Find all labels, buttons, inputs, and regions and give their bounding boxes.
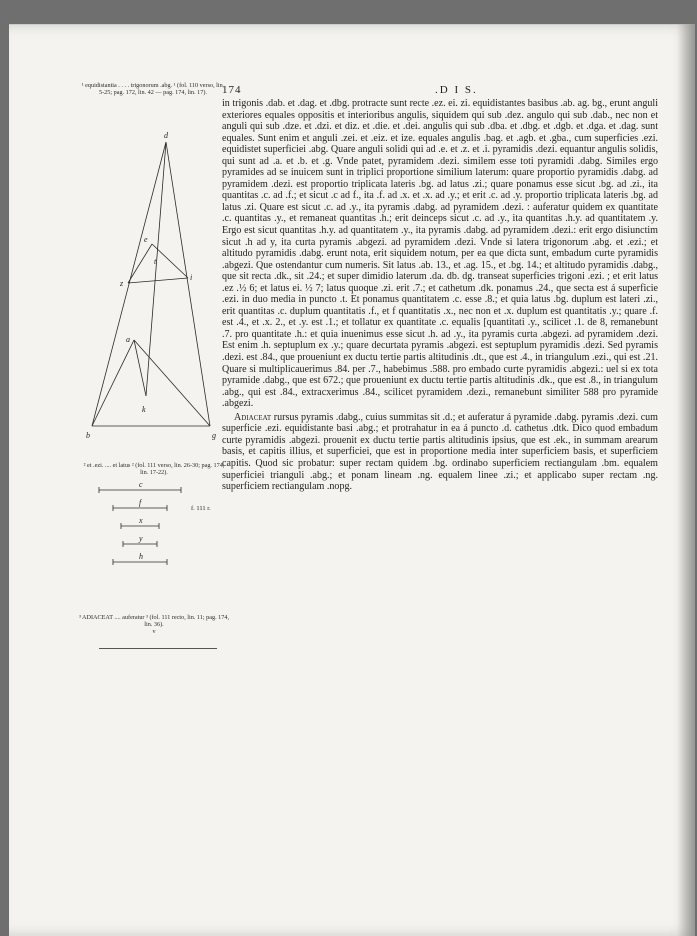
page-number: 174 xyxy=(222,84,242,96)
label-g: g xyxy=(212,431,216,440)
margin-note-1: ¹ equidistantia . . . . trigonorum .abg. ¹ (fol. 110 verso, lin. 5-25; pag. 172, lin. 42 — pag. 174, lin. 17). xyxy=(81,82,225,97)
paragraph-2 xyxy=(222,412,658,493)
margin-note-3 xyxy=(79,614,229,636)
paragraph-1: in trigonis .dab. et .dag. et .dbg. protracte sunt recte .ez. ei. zi. equidistantes basibus .ab. ag. bg., erunt anguli exteriores equales oppositis et interioribus angulis, siquidem qui sub .dez. angulo qui sub .dab., nec non et anguli qui sub .dze. et .dzi. et diz. et .die. et .dei. angulis qui sub .dba. et .dbg. et .dgb. et .dga. et .dag. sunt equales. Sunt enim et anguli .zei. et .eiz. et ize. equales angulis .bag. et .agb. et .gba., cum superficies .ezi. equidistet superficiei .abg. Quare anguli solidi qui ad .e. et .z. et .i. pyramidis .dezi. equantur angulis solidis, qui sunt ad .a. et .b. et .g. Vnde patet, pyramidem .dezi. similem esse toti pyramidi .dabg. Similes ergo pyramides ad se inuicem sunt in triplici proportione similium laterum: quare proportio pyramidis .dabg. ad pyramidem .dezi. est proportio triplicata lateris .bg. ad latus .zi.; quare ponamus esse sicut .bg. ad .zi., ita quantitas .c. ad .f.; et sicut .c ad f., ita .f. ad .x. et .x. ad .y.; et erit .c. ad .y. proportio triplicata lateris .bg. ad latus .zi. Quare est sicut .c. ad .y., ita pyramis .dabg. ad pyramidem .dezi. : auferatur quidem ex quantitate .c. quantitas .y., et remaneat quantitas .h.; erit deinceps sicut .c. ad .y., ita quantitas .h.y. ad quantitatem .y. Ergo est sicut quantitas .h.y. ad quantitatem .y., ita pyramis .dabg. ad pyramidem .dezi.: erit ergo disiunctim sicut .h ad y, ita curta pyramis .abgezi. ad pyramidem .dezi. Vnde si latera trigonorum .abg. et .ezi.; et altitudo pyramidis .dabg. erunt nota, erit siquidem notum, per ea que dicta sunt, embadum curte pyramidis .abgezi. Que ostendantur cum numeris. Sit latus .ab. 13., et .ag. 15., et .bg. 14.; et altitudo pyramidis .dabg., que sit recta .dk., sit .24.; et super dimidio laterum .da. db. dg. transeat superficies trigoni .ezi. ; et erit latus .ez .½ 6; et latus ei. ½ 7; latus quoque .zi. erit .7.; et cathetum .dk. ponamus .24., que secta est á superficie .ezi. in duo media in puncto .t. Et ponamus quantitatem .c. esse .8.; et quia latus .bg. duplum est lateri .zi., erit quantitas .c. duplum quantitatis .f., et f quantitatis .x., nec non et .x. duplum est quantitatis .y.; quare .f. est .4., et .x. 2., et .y. est .1.; et tollatur ex quantitate .c. equalis [quantitati .y., scilicet .1. de 8, remanebunt .7. pro quantitate .h.: et quia inuenimus esse sicut .h. ad .y., ita pyramis curta .abgezi. ad pyramidem .dezi. Est enim .h. septuplum ex .y.; quare decurtata pyramis .abgezi. est septuplum pyramidis .dezi. Sed pyramis .dezi. est .84., que proueniunt ex ductu tertie partis altitudinis .dt., que est .4., in triangulum .ezi., qui est .21. Quare si multiplicauerimus .84. per .7., habebimus .588. pro embado curte pyramidis .abgezi.: uel si ex tota pyramide .dabg., que est 672.; que proueniunt ex ductu tertie partis altitudinis .dk., que est .8., in triangulum .abg., qui est .84., extracxerimus .84., scilicet pyramidem .dezi., remanebunt similiter 588 pro pyramide .abgezi. xyxy=(222,98,658,410)
margin-note-3-text: ³ ADIACEAT .... auferatur ³ (fol. 111 recto, lin. 11; pag. 174, lin. 36). xyxy=(79,614,229,629)
edge-ab xyxy=(92,340,134,426)
seg-label-c: c xyxy=(139,480,143,489)
label-z: z xyxy=(120,279,124,288)
page-gutter-shadow xyxy=(677,24,695,936)
margin-note-rule xyxy=(99,648,217,649)
paragraph-2-text: rursus pyramis .dabg., cuius summitas sit .d.; et auferatur á pyramide .dabg. pyramis .dezi. cum superficie .ezi. equidistante basi .abg.; et protrahatur in ea á puncto .d. cathetus .dtk. Dico quod embadum curte pyramidis .abgezi. prouenit ex ductu tertie partis altitudinis ipsius, que est .ek., in summam arearum basis, et capitis illius, et superficiei, que est in proportione media inter superficiem basis, et superficiem capitis. Quod sic probatur: super rectam quidem .bg. ordinabo superficiem rectiangulam .bm. equalem superficiei trianguli .abg.; et ponam lineam .ng. equalem linee .zi.; et applicabo super rectam .ng. superficiem rectiangulam .nopg. xyxy=(222,411,658,493)
running-head: .D I S. xyxy=(435,84,478,96)
book-page xyxy=(9,24,695,936)
segments-diagram xyxy=(83,480,229,580)
page-top-edge xyxy=(9,24,695,25)
seg-label-y: y xyxy=(139,534,143,543)
label-t: t xyxy=(154,257,157,266)
line-zi xyxy=(128,278,188,283)
label-k: k xyxy=(142,405,146,414)
margin-note-3-tail: v xyxy=(152,628,156,636)
line-ze xyxy=(128,244,152,283)
seg-label-h: h xyxy=(139,552,143,561)
label-a: a xyxy=(126,335,130,344)
label-i: i xyxy=(190,273,193,282)
label-d: d xyxy=(164,131,168,140)
paragraph-2-lead: Adiaceat xyxy=(234,411,272,423)
margin-note-2: ² et .ezi. .... et latus ² (fol. 111 verso, lin. 26-30; pag. 174, lin. 17-22). xyxy=(83,462,225,477)
folio-marker: f. 111 r. xyxy=(191,505,211,512)
seg-label-f: f xyxy=(139,498,142,507)
label-e: e xyxy=(144,235,148,244)
seg-label-x: x xyxy=(139,516,143,525)
label-b: b xyxy=(86,431,90,440)
line-ak xyxy=(134,340,146,396)
main-text xyxy=(222,98,658,493)
pyramid-diagram xyxy=(82,128,228,444)
